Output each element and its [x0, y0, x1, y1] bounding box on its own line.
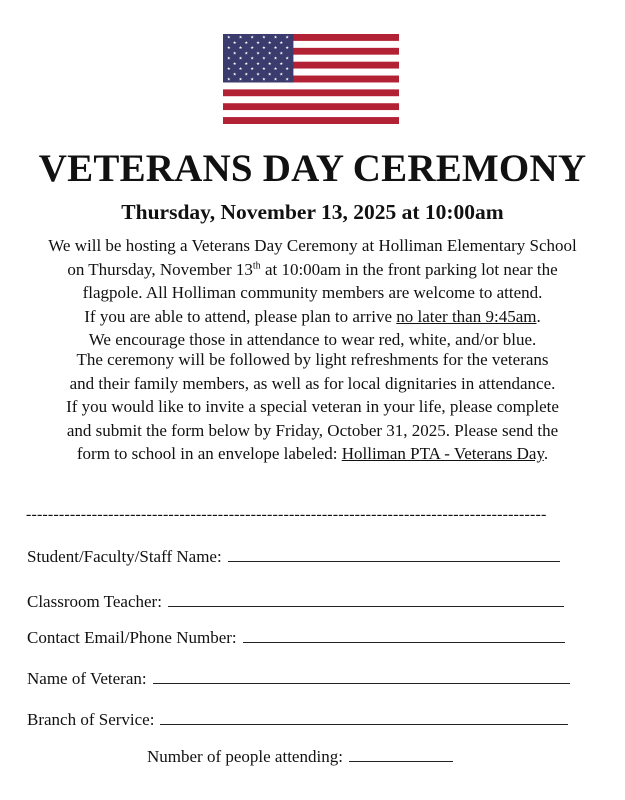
- flag-star: ★: [285, 55, 290, 61]
- flag-star: ★: [267, 50, 272, 56]
- flag-stripe: [223, 117, 399, 124]
- text-segment: If you are able to attend, please plan to arrive: [84, 306, 397, 326]
- event-date-time: Thursday, November 13, 2025 at 10:00am: [121, 200, 504, 224]
- flag-star: ★: [261, 55, 266, 61]
- flag-star: ★: [250, 55, 255, 61]
- flag-star: ★: [250, 34, 255, 40]
- text-line: The ceremony will be followed by light refreshments for the veterans: [76, 350, 549, 369]
- flag-star: ★: [285, 34, 290, 40]
- flag-star: ★: [256, 50, 260, 56]
- text-line: flagpole. All Holliman community members are welcome to attend.: [82, 283, 543, 302]
- field-label: Branch of Service:: [27, 710, 155, 729]
- form-field-contact: [27, 626, 565, 649]
- flag-star: ★: [250, 45, 255, 51]
- flag-star: ★: [238, 55, 243, 61]
- flag-star: ★: [238, 34, 243, 40]
- flag-star: ★: [267, 39, 272, 45]
- flag-star: ★: [285, 76, 290, 82]
- flag-star: ★: [244, 39, 249, 45]
- text-segment: .: [543, 444, 549, 463]
- flag-star: ★: [238, 66, 243, 72]
- flag-stripe: [223, 103, 399, 110]
- flag-star: ★: [238, 45, 243, 51]
- text-segment: at 10:00am in the front parking lot near the: [260, 259, 558, 279]
- flag-star: ★: [238, 76, 243, 82]
- ordinal-suffix: th: [252, 259, 261, 271]
- text-line: [0, 442, 625, 466]
- flag-star: ★: [256, 71, 260, 77]
- flag-star: ★: [261, 76, 266, 82]
- flag-star: ★: [285, 66, 290, 72]
- field-label: Name of Veteran:: [27, 669, 147, 688]
- flag-star: ★: [261, 45, 266, 51]
- event-description-paragraph: [0, 234, 625, 352]
- flag-star: ★: [267, 71, 272, 77]
- field-label: Number of people attending:: [147, 747, 343, 766]
- contact-input[interactable]: [243, 626, 565, 643]
- flag-star: ★: [285, 45, 290, 51]
- flag-star: ★: [273, 34, 278, 40]
- text-line: and their family members, as well as for local dignitaries in attendance.: [69, 373, 556, 393]
- flag-stripe: [223, 110, 399, 117]
- text-segment: .: [536, 306, 541, 326]
- field-label: Classroom Teacher:: [27, 592, 162, 611]
- page-title: VETERANS DAY CEREMONY: [38, 147, 587, 190]
- flag-star: ★: [226, 45, 231, 51]
- flag-star: ★: [226, 66, 231, 72]
- envelope-label: Holliman PTA - Veterans Day: [341, 444, 544, 463]
- flag-star: ★: [244, 71, 249, 77]
- flag-stripe: [223, 96, 399, 103]
- flag-star: ★: [267, 60, 272, 66]
- text-segment: form to school in an envelope labeled:: [76, 444, 342, 463]
- classroom-teacher-input[interactable]: [168, 590, 564, 607]
- text-line: We encourage those in attendance to wear red, white, and/or blue.: [88, 330, 537, 349]
- text-line: We will be hosting a Veterans Day Ceremony at Holliman Elementary School: [48, 236, 577, 255]
- flag-star: ★: [273, 55, 278, 61]
- flag-star: ★: [232, 39, 237, 45]
- form-field-attendance: [147, 745, 453, 768]
- flag-star: ★: [279, 71, 284, 77]
- flag-star: ★: [279, 39, 284, 45]
- attendance-count-input[interactable]: [349, 745, 453, 762]
- american-flag-icon: [223, 34, 399, 124]
- flag-star: ★: [232, 50, 237, 56]
- text-line: [0, 305, 625, 329]
- cut-line-divider: -----------------------------------------------------------------------------------------------: [26, 506, 547, 523]
- flag-star: ★: [261, 66, 266, 72]
- flag-star: ★: [244, 50, 249, 56]
- flag-star: ★: [232, 71, 237, 77]
- flag-star: ★: [256, 39, 260, 45]
- flag-star: ★: [244, 60, 249, 66]
- text-line: and submit the form below by Friday, October 31, 2025. Please send the: [66, 420, 559, 440]
- text-line: If you would like to invite a special veteran in your life, please complete: [66, 397, 559, 416]
- flag-star: ★: [273, 76, 278, 82]
- flag-star: ★: [250, 66, 255, 72]
- form-field-student-name: [27, 545, 560, 568]
- flag-star: ★: [261, 34, 266, 40]
- form-field-veteran-name: [27, 667, 570, 690]
- arrival-deadline: no later than 9:45am: [396, 306, 537, 326]
- text-segment: on Thursday, November 13: [67, 259, 253, 279]
- flag-star: ★: [273, 45, 278, 51]
- flag-star: ★: [226, 55, 231, 61]
- flag-star: ★: [226, 76, 231, 82]
- flag-star: ★: [279, 50, 284, 56]
- invitation-paragraph: [0, 348, 625, 466]
- flag-star: ★: [256, 60, 260, 66]
- form-field-classroom-teacher: [27, 590, 564, 613]
- form-field-branch: [27, 708, 568, 731]
- field-label: Student/Faculty/Staff Name:: [27, 547, 222, 566]
- flag-star: ★: [250, 76, 255, 82]
- flag-star: ★: [226, 34, 231, 40]
- flag-star: ★: [273, 66, 278, 72]
- text-line: [0, 258, 625, 282]
- flag-star: ★: [232, 60, 237, 66]
- flag-stripe: [223, 82, 399, 89]
- branch-of-service-input[interactable]: [160, 708, 568, 725]
- flag-stripe: [223, 89, 399, 96]
- flag-star: ★: [279, 60, 284, 66]
- student-name-input[interactable]: [228, 545, 560, 562]
- field-label: Contact Email/Phone Number:: [27, 628, 237, 647]
- veteran-name-input[interactable]: [153, 667, 570, 684]
